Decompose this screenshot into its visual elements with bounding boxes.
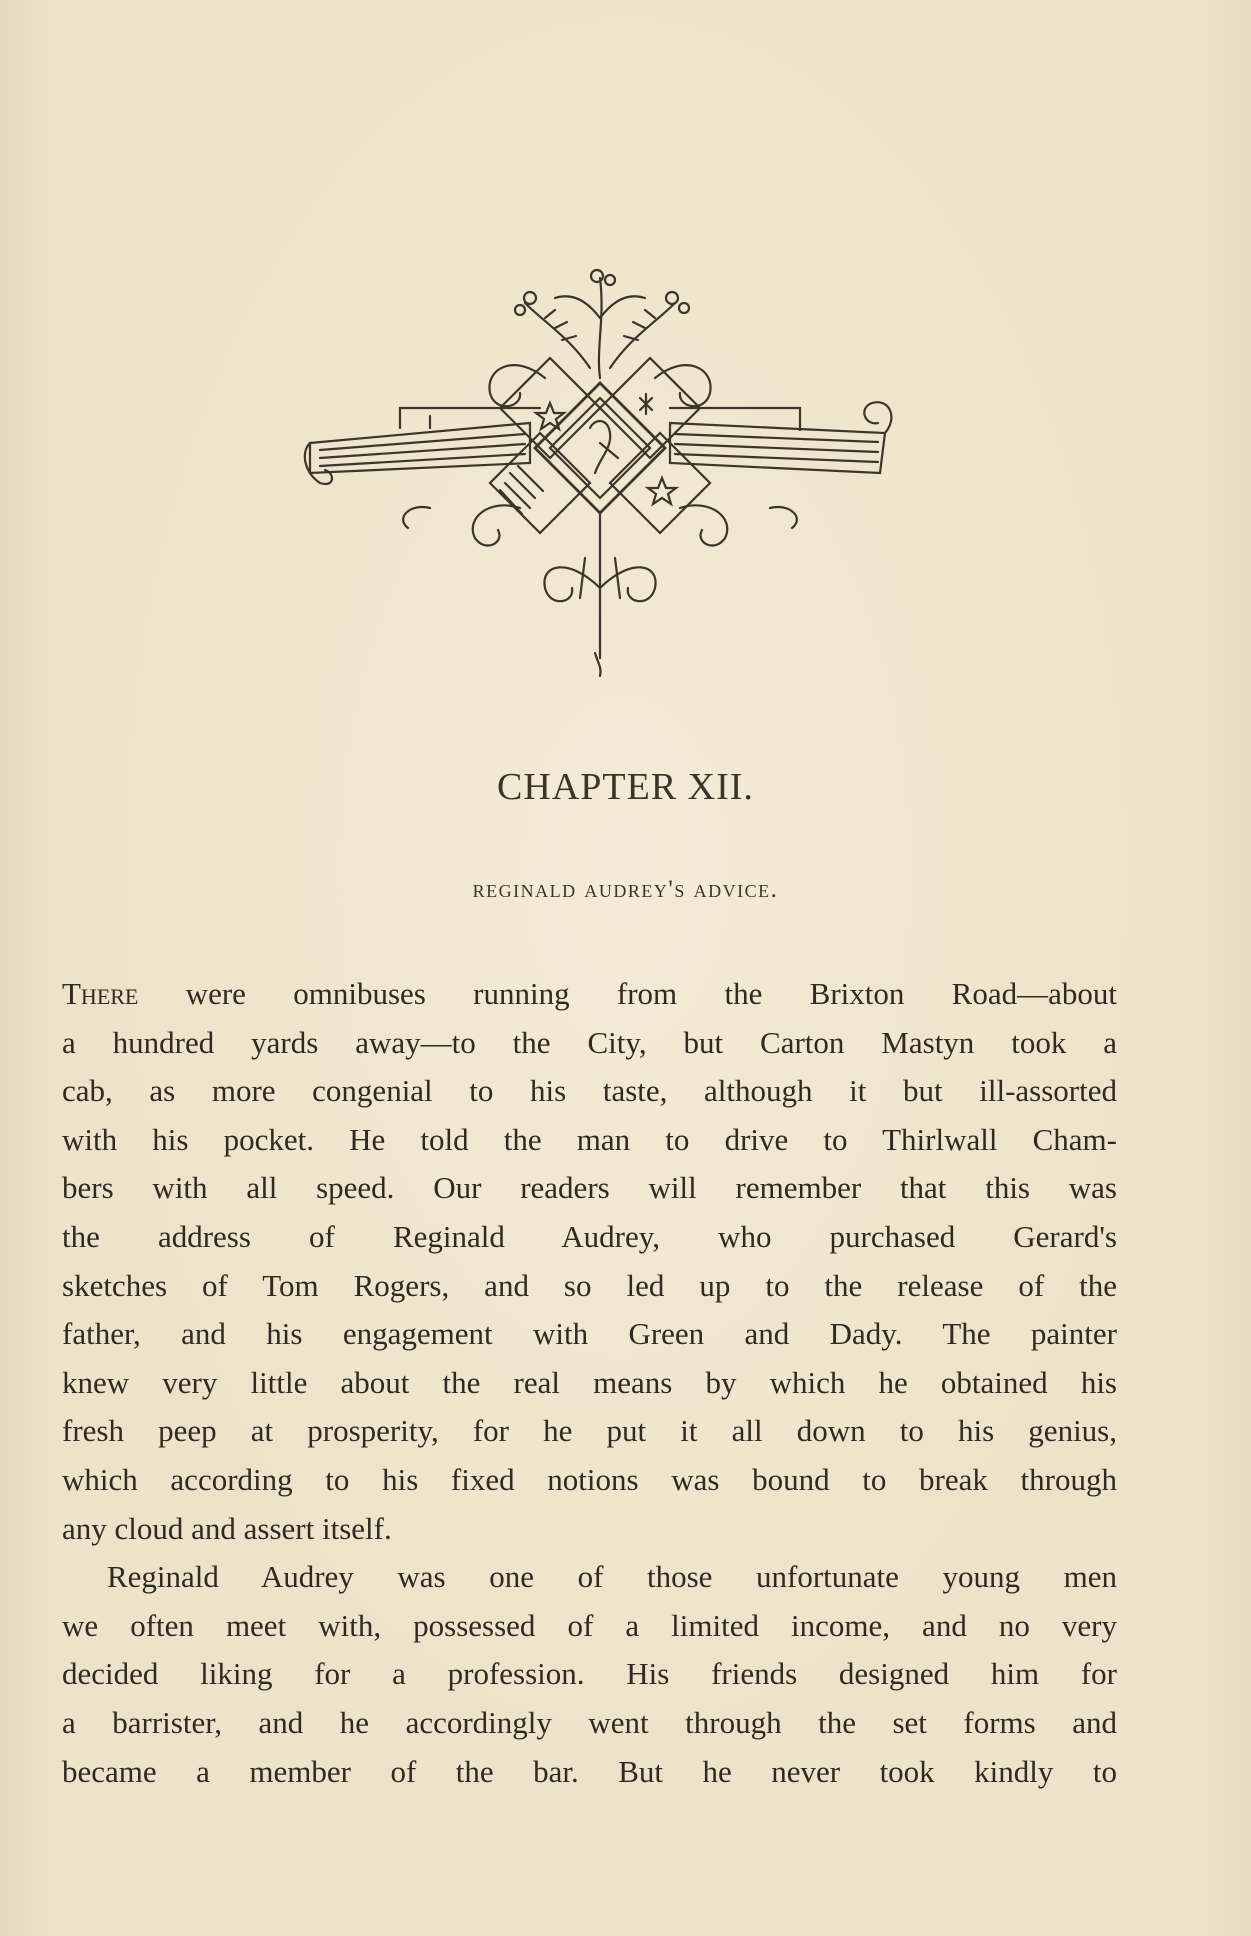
paragraph-line: fresh peep at prosperity, for he put it all down to his genius, — [62, 1413, 1117, 1449]
paragraph-line: knew very little about the real means by which he obtained his — [62, 1364, 1117, 1400]
paragraph-line: a hundred yards away—to the City, but Carton Mastyn took a — [62, 1024, 1117, 1060]
first-line-text: were omnibuses running from the Brixton Road—about — [138, 976, 1117, 1011]
paragraph-line: bers with all speed. Our readers will remember that this was — [62, 1170, 1117, 1206]
paragraph-line: father, and his engagement with Green and Dady. The painter — [62, 1316, 1117, 1352]
lead-word: There — [62, 976, 139, 1011]
paragraph-line: became a member of the bar. But he never took kindly to — [62, 1753, 1117, 1789]
paragraph-line: Reginald Audrey was one of those unfortunate young men — [107, 1559, 1117, 1595]
chapter-title: CHAPTER XII. — [497, 766, 754, 808]
paragraph-line: which according to his fixed notions was bound to break through — [62, 1461, 1117, 1497]
paragraph-line: we often meet with, possessed of a limited income, and no very — [62, 1607, 1117, 1643]
paragraph-line: a barrister, and he accordingly went through the set forms and — [62, 1704, 1117, 1740]
paragraph-line: any cloud and assert itself. — [62, 1510, 392, 1546]
paragraph-line: sketches of Tom Rogers, and so led up to the release of the — [62, 1267, 1117, 1303]
chapter-subtitle: reginald audrey's advice. — [472, 876, 779, 903]
body-text — [62, 970, 1117, 1796]
paragraph-line: cab, as more congenial to his taste, although it but ill-assorted — [62, 1073, 1117, 1109]
paragraph-line: with his pocket. He told the man to drive to Thirlwall Cham- — [62, 1121, 1117, 1157]
paragraph-line: decided liking for a profession. His friends designed him for — [62, 1656, 1117, 1692]
paragraph-line: the address of Reginald Audrey, who purchased Gerard's — [62, 1218, 1117, 1254]
floral-scroll-shield-ornament-icon — [300, 258, 900, 708]
paragraph-line — [62, 970, 1117, 1019]
